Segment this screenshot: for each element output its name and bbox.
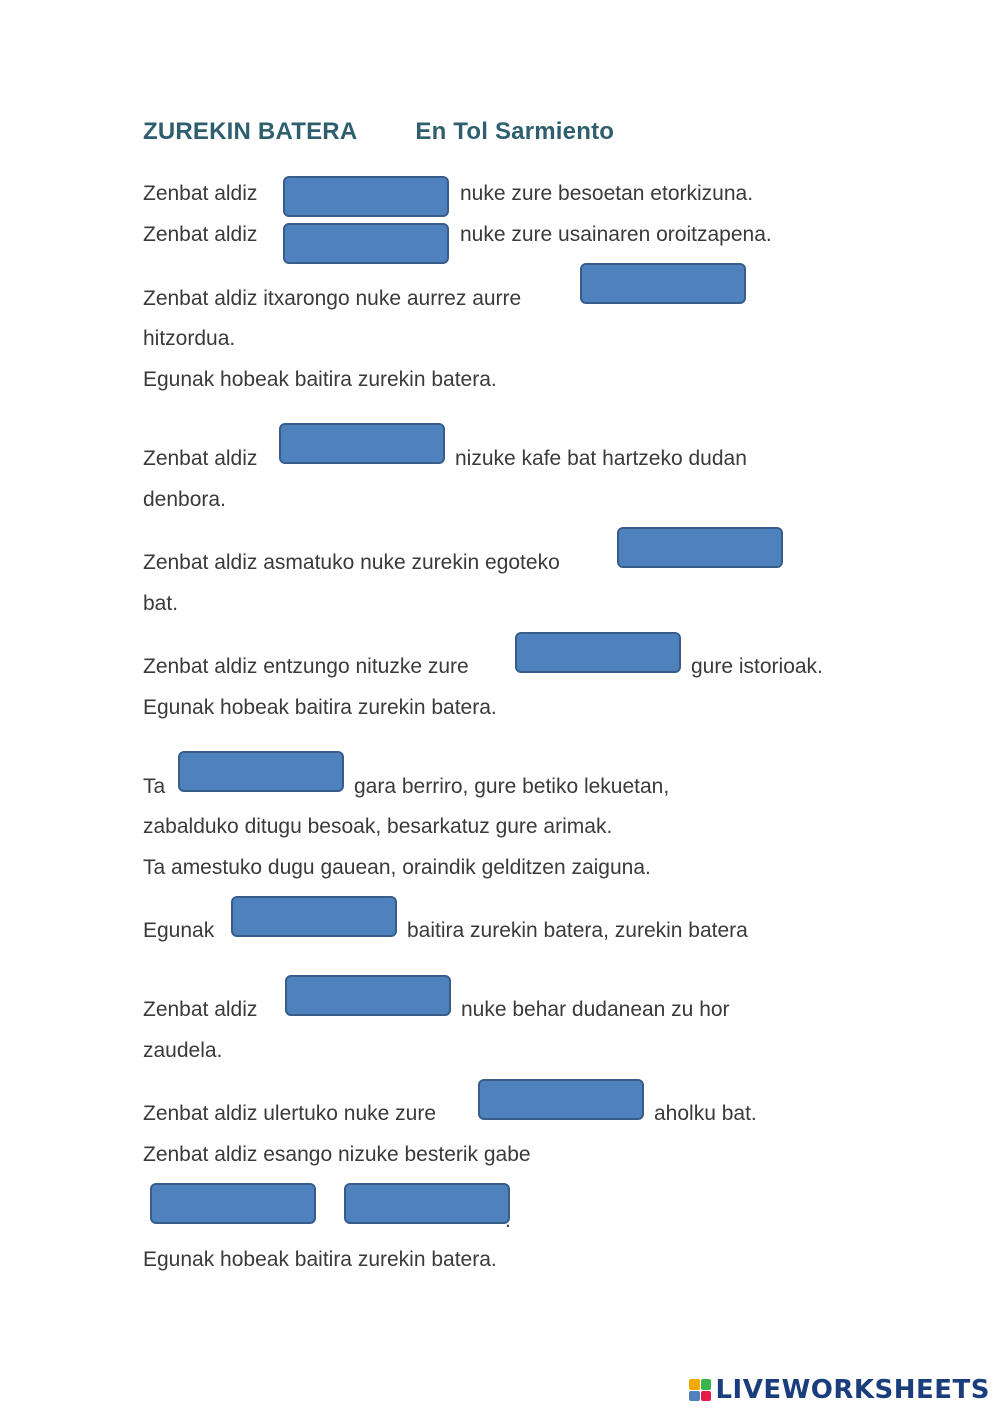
logo-text: LIVEWORKSHEETS [715,1375,990,1405]
lyric-line [407,918,748,944]
lyric-text: Zenbat aldiz asmatuko nuke zurekin egoteko [143,551,560,574]
answer-blank-10[interactable] [478,1079,644,1120]
answer-blank-5[interactable] [617,527,783,568]
lyric-text: nuke zure besoetan etorkizuna. [460,182,754,205]
lyric-line [143,591,178,617]
lyric-line [143,446,257,472]
lyric-line [143,1101,436,1127]
answer-blank-4[interactable] [279,423,445,464]
lyric-line [505,1208,511,1234]
lyric-line [691,654,823,680]
lyric-text: gure istorioak. [691,655,823,678]
lyric-line [143,774,165,800]
artist-name: En Tol Sarmiento [415,118,615,145]
answer-blank-7[interactable] [178,751,344,792]
lyric-line [143,487,226,513]
lyric-text: Egunak [143,919,215,942]
answer-blank-11[interactable] [150,1183,316,1224]
lyric-text: Egunak hobeak baitira zurekin batera. [143,1248,497,1271]
lyric-text: Zenbat aldiz [143,447,258,470]
lyric-text: nuke behar dudanean zu hor [461,998,730,1021]
lyric-line [143,695,497,721]
lyric-text: Zenbat aldiz esango nizuke besterik gabe [143,1143,531,1166]
lyric-text: gara berriro, gure betiko lekuetan, [354,775,670,798]
lyric-line [143,654,469,680]
lyric-text: bat. [143,592,179,615]
lyric-text: Zenbat aldiz entzungo nituzke zure [143,655,469,678]
lyric-line [143,997,257,1023]
lyric-line [654,1101,757,1127]
lyric-text: Zenbat aldiz [143,998,258,1021]
lyric-text: zaudela. [143,1039,223,1062]
lyric-text: . [505,1209,511,1232]
song-title: ZUREKIN BATERA [143,118,358,145]
lyric-line [143,326,235,352]
lyric-text: Zenbat aldiz ulertuko nuke zure [143,1102,437,1125]
lyric-line [143,1247,497,1273]
lyric-text: zabalduko ditugu besoak, besarkatuz gure arimak. [143,815,613,838]
lyric-line [143,1142,531,1168]
lyric-line [143,855,651,881]
lyric-text: nuke zure usainaren oroitzapena. [460,223,772,246]
lyric-line [143,181,257,207]
lyric-text: Ta amestuko dugu gauean, oraindik gelditzen zaiguna. [143,856,651,879]
answer-blank-1[interactable] [283,176,449,217]
lyric-line [143,367,497,393]
lyric-text: Egunak hobeak baitira zurekin batera. [143,368,497,391]
liveworksheets-logo-icon [689,1379,711,1401]
answer-blank-3[interactable] [580,263,746,304]
answer-blank-2[interactable] [283,223,449,264]
lyric-text: nizuke kafe bat hartzeko dudan [455,447,747,470]
lyric-text: denbora. [143,488,226,511]
answer-blank-6[interactable] [515,632,681,673]
lyric-text: Zenbat aldiz itxarongo nuke aurrez aurre [143,287,522,310]
lyric-text: Ta [143,775,166,798]
lyric-line [455,446,747,472]
lyric-text: aholku bat. [654,1102,757,1125]
lyric-line [460,181,753,207]
answer-blank-8[interactable] [231,896,397,937]
lyric-text: Egunak hobeak baitira zurekin batera. [143,696,497,719]
lyric-text: Zenbat aldiz [143,223,258,246]
page-title [143,118,614,146]
answer-blank-12[interactable] [344,1183,510,1224]
lyric-line [143,550,560,576]
lyric-line [143,918,214,944]
lyric-text: hitzordua. [143,327,236,350]
lyric-line [460,222,772,248]
lyric-line [143,222,257,248]
lyric-line [143,1038,222,1064]
lyric-text: Zenbat aldiz [143,182,258,205]
answer-blank-9[interactable] [285,975,451,1016]
lyric-text: baitira zurekin batera, zurekin batera [407,919,748,942]
lyric-line [461,997,730,1023]
lyric-line [354,774,669,800]
lyric-line [143,286,521,312]
lyric-line [143,814,612,840]
liveworksheets-logo [689,1375,990,1405]
